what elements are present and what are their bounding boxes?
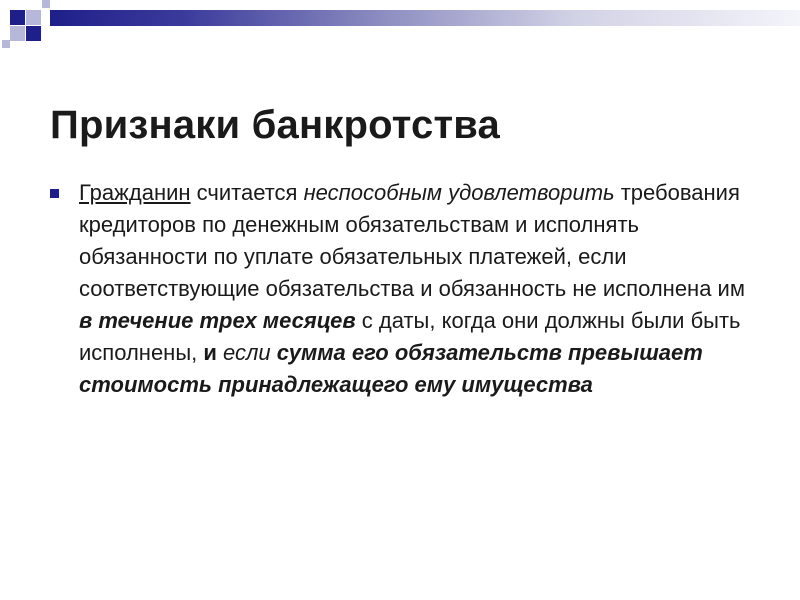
text-segment: считается (190, 180, 304, 205)
header-gradient-bar (50, 10, 800, 26)
decorative-square-light-3 (42, 0, 50, 8)
emphasis-if: если (223, 340, 271, 365)
term-citizen: Гражданин (79, 180, 191, 205)
emphasis-three-months: в течение трех месяцев (79, 308, 356, 333)
emphasis-and: и (203, 340, 217, 365)
square-bullet-icon (50, 189, 59, 198)
decorative-square-light-2 (10, 26, 25, 41)
bullet-paragraph (79, 177, 754, 401)
emphasis-debt-exceeds-assets: сумма его обязательств превышает стоимость принадлежащего ему имущества (79, 340, 703, 397)
decorative-square-dark-1 (10, 10, 25, 25)
slide-title: Признаки банкротства (50, 103, 500, 147)
text-segment: требования кредиторов по денежным обязательствам и исполнять обязанности по уплате обязательных платежей, если соответствующие обязательства и обязанность не исполнена им (79, 180, 745, 301)
decorative-square-light-4 (2, 40, 10, 48)
decorative-square-dark-2 (26, 26, 41, 41)
emphasis-unable-to-satisfy: неспособным удовлетворить (303, 180, 615, 205)
text-segment: с даты, когда они должны были быть исполнены, (79, 308, 741, 365)
decorative-square-light-1 (26, 10, 41, 25)
